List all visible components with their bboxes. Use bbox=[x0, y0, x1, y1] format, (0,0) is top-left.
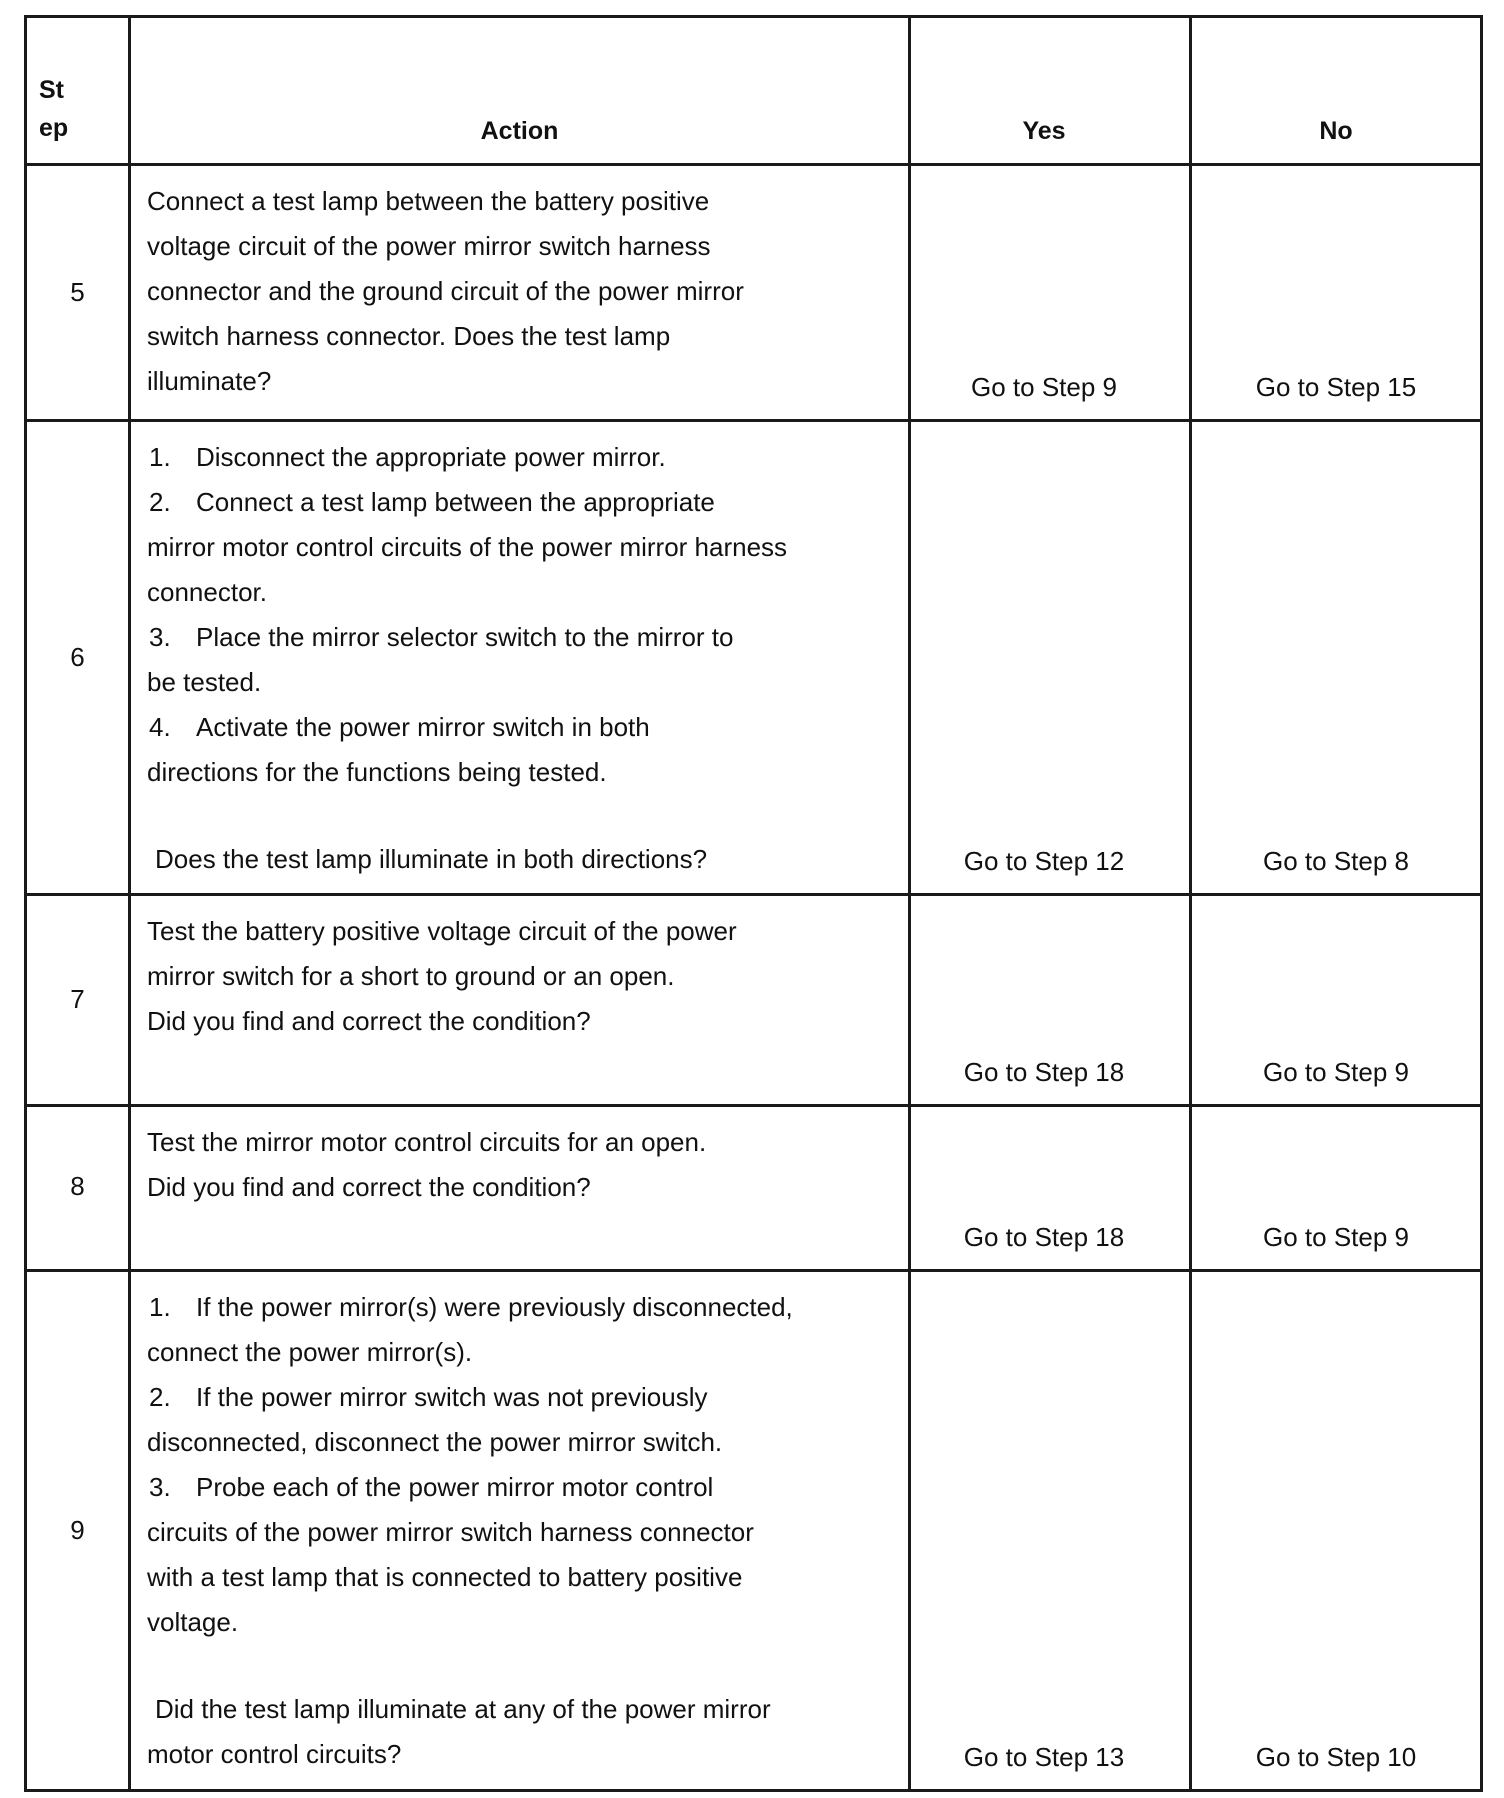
no-cell: Go to Step 9 bbox=[1191, 1106, 1482, 1271]
table-row bbox=[26, 165, 1482, 421]
action-line: connector. bbox=[147, 577, 267, 607]
step-number: 5 bbox=[26, 165, 130, 421]
action-line: Did you find and correct the condition? bbox=[147, 1172, 591, 1202]
table-row bbox=[26, 895, 1482, 1106]
step-number: 7 bbox=[26, 895, 130, 1106]
list-number: 3. bbox=[149, 622, 171, 652]
action-line: Connect a test lamp between the battery positive bbox=[147, 186, 710, 216]
action-cell bbox=[130, 1106, 910, 1271]
no-cell: Go to Step 9 bbox=[1191, 895, 1482, 1106]
header-no: No bbox=[1191, 17, 1482, 165]
action-line: switch harness connector. Does the test lamp bbox=[147, 321, 671, 351]
action-line bbox=[147, 1465, 908, 1510]
action-line bbox=[147, 615, 908, 660]
action-line: connector and the ground circuit of the power mirror bbox=[147, 276, 744, 306]
action-line bbox=[147, 480, 908, 525]
list-text: Connect a test lamp between the appropriate bbox=[196, 487, 715, 517]
action-line: Did you find and correct the condition? bbox=[147, 1006, 591, 1036]
step-number: 8 bbox=[26, 1106, 130, 1271]
no-cell: Go to Step 15 bbox=[1191, 165, 1482, 421]
action-line: illuminate? bbox=[147, 366, 272, 396]
list-text: Place the mirror selector switch to the mirror to bbox=[196, 622, 734, 652]
header-step-line1: St bbox=[39, 76, 64, 104]
action-line bbox=[147, 705, 908, 750]
spacer bbox=[147, 1645, 908, 1687]
list-number: 4. bbox=[149, 712, 171, 742]
header-row bbox=[26, 17, 1482, 165]
list-number: 1. bbox=[149, 1292, 171, 1322]
action-line: voltage circuit of the power mirror switch harness bbox=[147, 231, 711, 261]
action-line: Test the mirror motor control circuits for an open. bbox=[147, 1127, 707, 1157]
action-question: Does the test lamp illuminate in both directions? bbox=[155, 844, 708, 874]
action-question: Did the test lamp illuminate at any of the power mirror bbox=[155, 1694, 771, 1724]
list-text: Disconnect the appropriate power mirror. bbox=[196, 442, 666, 472]
list-number: 2. bbox=[149, 1382, 171, 1412]
yes-cell: Go to Step 9 bbox=[910, 165, 1191, 421]
list-number: 1. bbox=[149, 442, 171, 472]
header-yes: Yes bbox=[910, 17, 1191, 165]
action-cell bbox=[130, 895, 910, 1106]
diagnostic-table bbox=[24, 15, 1483, 1792]
list-number: 2. bbox=[149, 487, 171, 517]
action-line: motor control circuits? bbox=[147, 1739, 402, 1769]
list-text: If the power mirror(s) were previously disconnected, bbox=[196, 1292, 793, 1322]
header-action: Action bbox=[130, 17, 910, 165]
action-line: Test the battery positive voltage circuit of the power bbox=[147, 916, 737, 946]
action-line: circuits of the power mirror switch harness connector bbox=[147, 1517, 754, 1547]
action-line: mirror switch for a short to ground or an open. bbox=[147, 961, 675, 991]
header-step-line2: ep bbox=[39, 114, 69, 142]
action-line bbox=[147, 435, 908, 480]
yes-cell: Go to Step 12 bbox=[910, 421, 1191, 895]
step-number: 9 bbox=[26, 1271, 130, 1791]
list-number: 3. bbox=[149, 1472, 171, 1502]
action-cell bbox=[130, 165, 910, 421]
no-cell: Go to Step 10 bbox=[1191, 1271, 1482, 1791]
yes-cell: Go to Step 13 bbox=[910, 1271, 1191, 1791]
action-line: mirror motor control circuits of the power mirror harness bbox=[147, 532, 788, 562]
list-text: If the power mirror switch was not previously bbox=[196, 1382, 708, 1412]
action-line: voltage. bbox=[147, 1607, 239, 1637]
step-number: 6 bbox=[26, 421, 130, 895]
action-line: directions for the functions being tested. bbox=[147, 757, 607, 787]
action-line: connect the power mirror(s). bbox=[147, 1337, 473, 1367]
action-line: disconnected, disconnect the power mirror switch. bbox=[147, 1427, 723, 1457]
no-cell: Go to Step 8 bbox=[1191, 421, 1482, 895]
action-line: with a test lamp that is connected to battery positive bbox=[147, 1562, 743, 1592]
table-row bbox=[26, 1271, 1482, 1791]
yes-cell: Go to Step 18 bbox=[910, 895, 1191, 1106]
header-step bbox=[26, 17, 130, 165]
action-line bbox=[147, 1285, 908, 1330]
action-line bbox=[147, 1375, 908, 1420]
table-row bbox=[26, 421, 1482, 895]
action-cell bbox=[130, 1271, 910, 1791]
action-line: be tested. bbox=[147, 667, 262, 697]
list-text: Probe each of the power mirror motor control bbox=[196, 1472, 714, 1502]
action-cell bbox=[130, 421, 910, 895]
table-row bbox=[26, 1106, 1482, 1271]
spacer bbox=[147, 795, 908, 837]
list-text: Activate the power mirror switch in both bbox=[196, 712, 650, 742]
yes-cell: Go to Step 18 bbox=[910, 1106, 1191, 1271]
